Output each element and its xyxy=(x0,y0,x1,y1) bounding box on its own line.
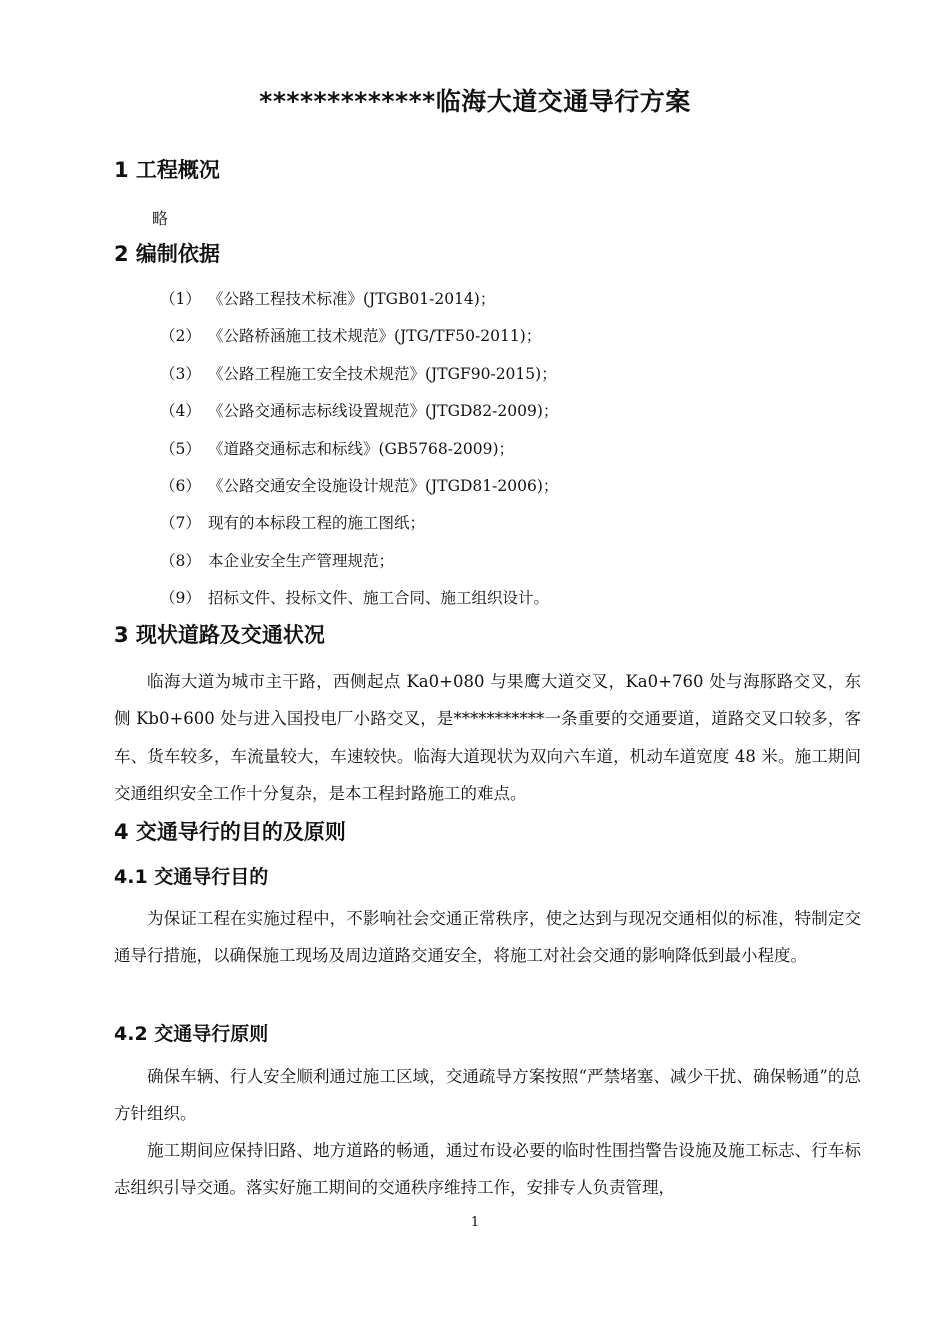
section-4-2-body-2: 施工期间应保持旧路、地方道路的畅通，通过布设必要的临时性围挡警告设施及施工标志、行车标志组织引导交通。落实好施工期间的交通秩序维持工作，安排专人负责管理， xyxy=(114,1141,861,1198)
section-3-heading: 3 现状道路及交通状况 xyxy=(114,623,325,647)
section-4-2-heading: 4.2 交通导行原则 xyxy=(114,1023,269,1045)
section-1-heading: 1 工程概况 xyxy=(114,158,220,182)
list-item xyxy=(160,547,558,584)
reference-list xyxy=(160,285,558,622)
list-item-text: 招标文件、投标文件、施工合同、施工组织设计。 xyxy=(208,589,550,608)
list-item xyxy=(160,509,558,546)
list-item-number: （4） xyxy=(160,402,201,421)
list-item-number: （1） xyxy=(160,290,201,308)
list-item-number: （2） xyxy=(160,327,201,346)
list-item-text: 现有的本标段工程的施工图纸； xyxy=(208,514,426,533)
list-item xyxy=(160,397,558,434)
list-item-number: （6） xyxy=(160,476,201,495)
list-item xyxy=(160,435,558,472)
list-item xyxy=(160,360,558,397)
list-item-text: 《公路交通标志标线设置规范》(JTGD82-2009)； xyxy=(208,402,559,421)
section-3-body: 临海大道为城市主干路，西侧起点 Ka0+080 与果鹰大道交叉，Ka0+760 处与海豚路交叉，东侧 Kb0+600 处与进入国投电厂小路交叉，是***********一条重要的交通要道，道路交叉口较多，客车、货车较多，车流量较大，车速较快。临海大道现状为双向六车道，机动车道宽度 48 米。施工期间交通组织安全工作十分复杂，是本工程封路施工的难点。 xyxy=(114,672,861,803)
section-4-heading: 4 交通导行的目的及原则 xyxy=(114,820,346,844)
list-item-number: （5） xyxy=(160,439,201,458)
section-4-1-heading: 4.1 交通导行目的 xyxy=(114,866,269,888)
document-title: *************临海大道交通导行方案 xyxy=(259,87,691,116)
list-item-text: 《公路桥涵施工技术规范》(JTG/TF50-2011)； xyxy=(208,327,542,346)
section-4-2-body-1: 确保车辆、行人安全顺利通过施工区域，交通疏导方案按照“严禁堵塞、减少干扰、确保畅通”的总方针组织。 xyxy=(114,1067,861,1124)
section-1-body: 略 xyxy=(152,209,169,228)
list-item-number: （7） xyxy=(160,514,201,533)
list-item-text: 《公路工程技术标准》(JTGB01-2014)； xyxy=(208,290,496,308)
page-number: 1 xyxy=(470,1215,480,1230)
list-item xyxy=(160,584,558,621)
list-item-text: 《公路交通安全设施设计规范》(JTGD81-2006)； xyxy=(208,476,559,495)
list-item-number: （9） xyxy=(160,589,201,608)
list-item-text: 《道路交通标志和标线》(GB5768-2009)； xyxy=(208,439,514,458)
list-item xyxy=(160,322,558,359)
list-item-number: （8） xyxy=(160,551,201,570)
section-2-heading: 2 编制依据 xyxy=(114,242,220,266)
list-item-text: 《公路工程施工安全技术规范》(JTGF90-2015)； xyxy=(208,364,557,383)
list-item xyxy=(160,285,558,322)
list-item xyxy=(160,472,558,509)
section-4-1-body: 为保证工程在实施过程中，不影响社会交通正常秩序，使之达到与现况交通相似的标准，特制定交通导行措施，以确保施工现场及周边道路交通安全，将施工对社会交通的影响降低到最小程度。 xyxy=(114,909,861,966)
list-item-text: 本企业安全生产管理规范； xyxy=(208,551,395,570)
list-item-number: （3） xyxy=(160,364,201,383)
